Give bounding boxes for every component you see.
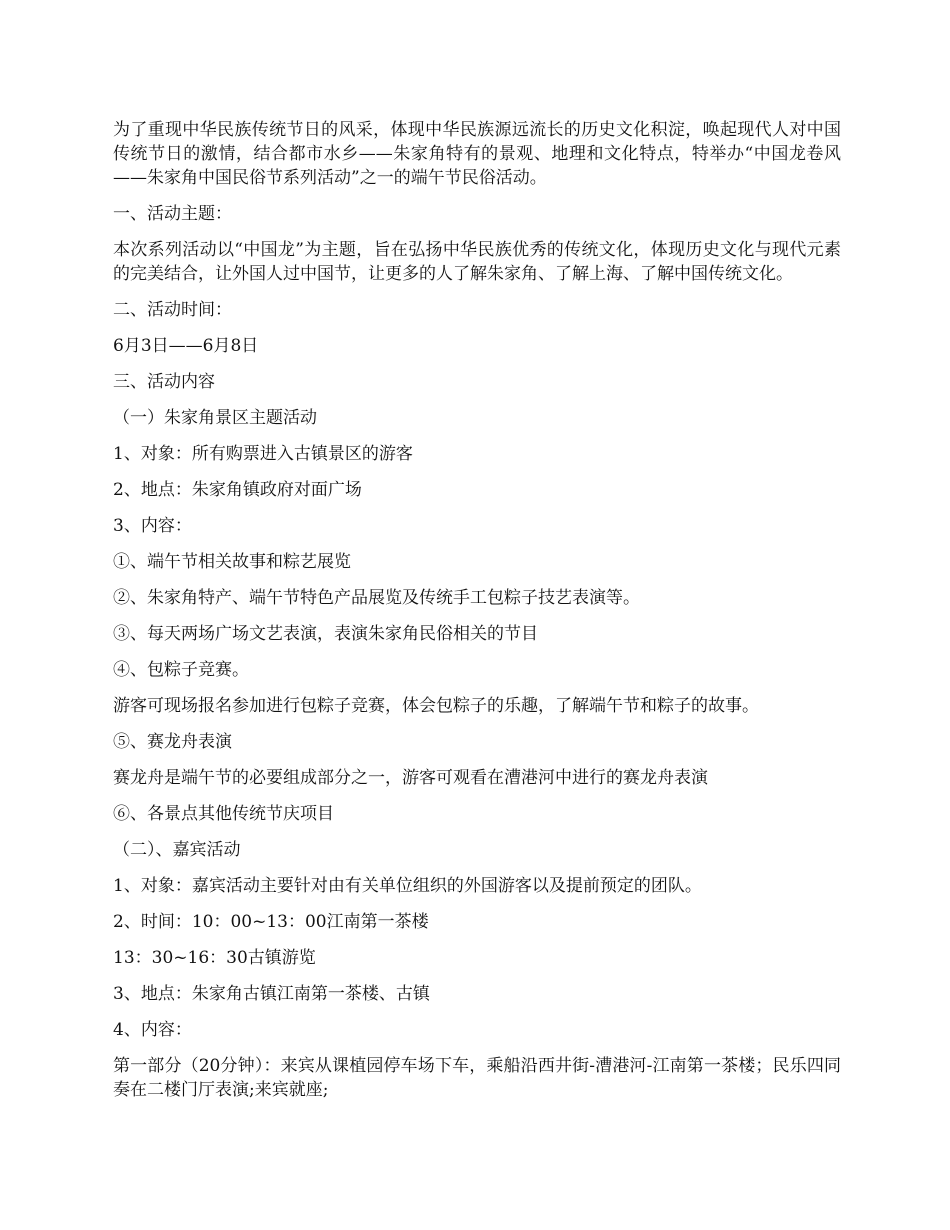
list-item: ④、包粽子竞赛。: [113, 660, 249, 680]
section-heading-theme: 一、活动主题：: [113, 204, 232, 224]
section-heading-content: 三、活动内容: [113, 372, 215, 392]
body-paragraph: 赛龙舟是端午节的必要组成部分之一，游客可观看在漕港河中进行的赛龙舟表演: [113, 768, 708, 788]
list-item: ⑥、各景点其他传统节庆项目: [113, 804, 334, 824]
list-item: 2、地点：朱家角镇政府对面广场: [113, 480, 362, 500]
list-item: 3、内容：: [113, 516, 192, 536]
subsection-heading-guests: （二）、嘉宾活动: [113, 840, 241, 860]
time-paragraph: 6月3日——6月8日: [113, 336, 259, 356]
list-item: 1、对象：嘉宾活动主要针对由有关单位组织的外国游客以及提前预定的团队。: [113, 876, 702, 896]
list-item: 2、时间：10：00~13：00江南第一茶楼: [113, 912, 429, 932]
list-item: 3、地点：朱家角古镇江南第一茶楼、古镇: [113, 984, 430, 1004]
section-heading-time: 二、活动时间：: [113, 300, 232, 320]
theme-paragraph: 本次系列活动以“中国龙”为主题，旨在弘扬中华民族优秀的传统文化，体现历史文化与现代元素的完美结合，让外国人过中国节，让更多的人了解朱家角、了解上海、了解中国传统文化。: [113, 240, 841, 284]
list-item: ③、每天两场广场文艺表演，表演朱家角民俗相关的节目: [113, 624, 538, 644]
body-paragraph: 第一部分（20分钟）：来宾从课植园停车场下车，乘船沿西井街-漕港河-江南第一茶楼；民乐四同奏在二楼门厅表演;来宾就座;: [113, 1056, 841, 1100]
intro-paragraph: 为了重现中华民族传统节日的风采，体现中华民族源远流长的历史文化积淀，唤起现代人对中国传统节日的激情，结合都市水乡——朱家角特有的景观、地理和文化特点，特举办“中国龙卷风——朱家角中国民俗节系列活动”之一的端午节民俗活动。: [113, 120, 841, 188]
list-item: 4、内容：: [113, 1020, 192, 1040]
subsection-heading-scenic: （一）朱家角景区主题活动: [113, 408, 317, 428]
list-item: 1、对象：所有购票进入古镇景区的游客: [113, 444, 413, 464]
list-item: ②、朱家角特产、端午节特色产品展览及传统手工包粽子技艺表演等。: [113, 588, 640, 608]
list-item: ⑤、赛龙舟表演: [113, 732, 232, 752]
list-item: 13：30~16：30古镇游览: [113, 948, 316, 968]
document-page: [113, 118, 841, 1114]
list-item: ①、端午节相关故事和粽艺展览: [113, 552, 351, 572]
body-paragraph: 游客可现场报名参加进行包粽子竞赛，体会包粽子的乐趣，了解端午节和粽子的故事。: [113, 696, 759, 716]
